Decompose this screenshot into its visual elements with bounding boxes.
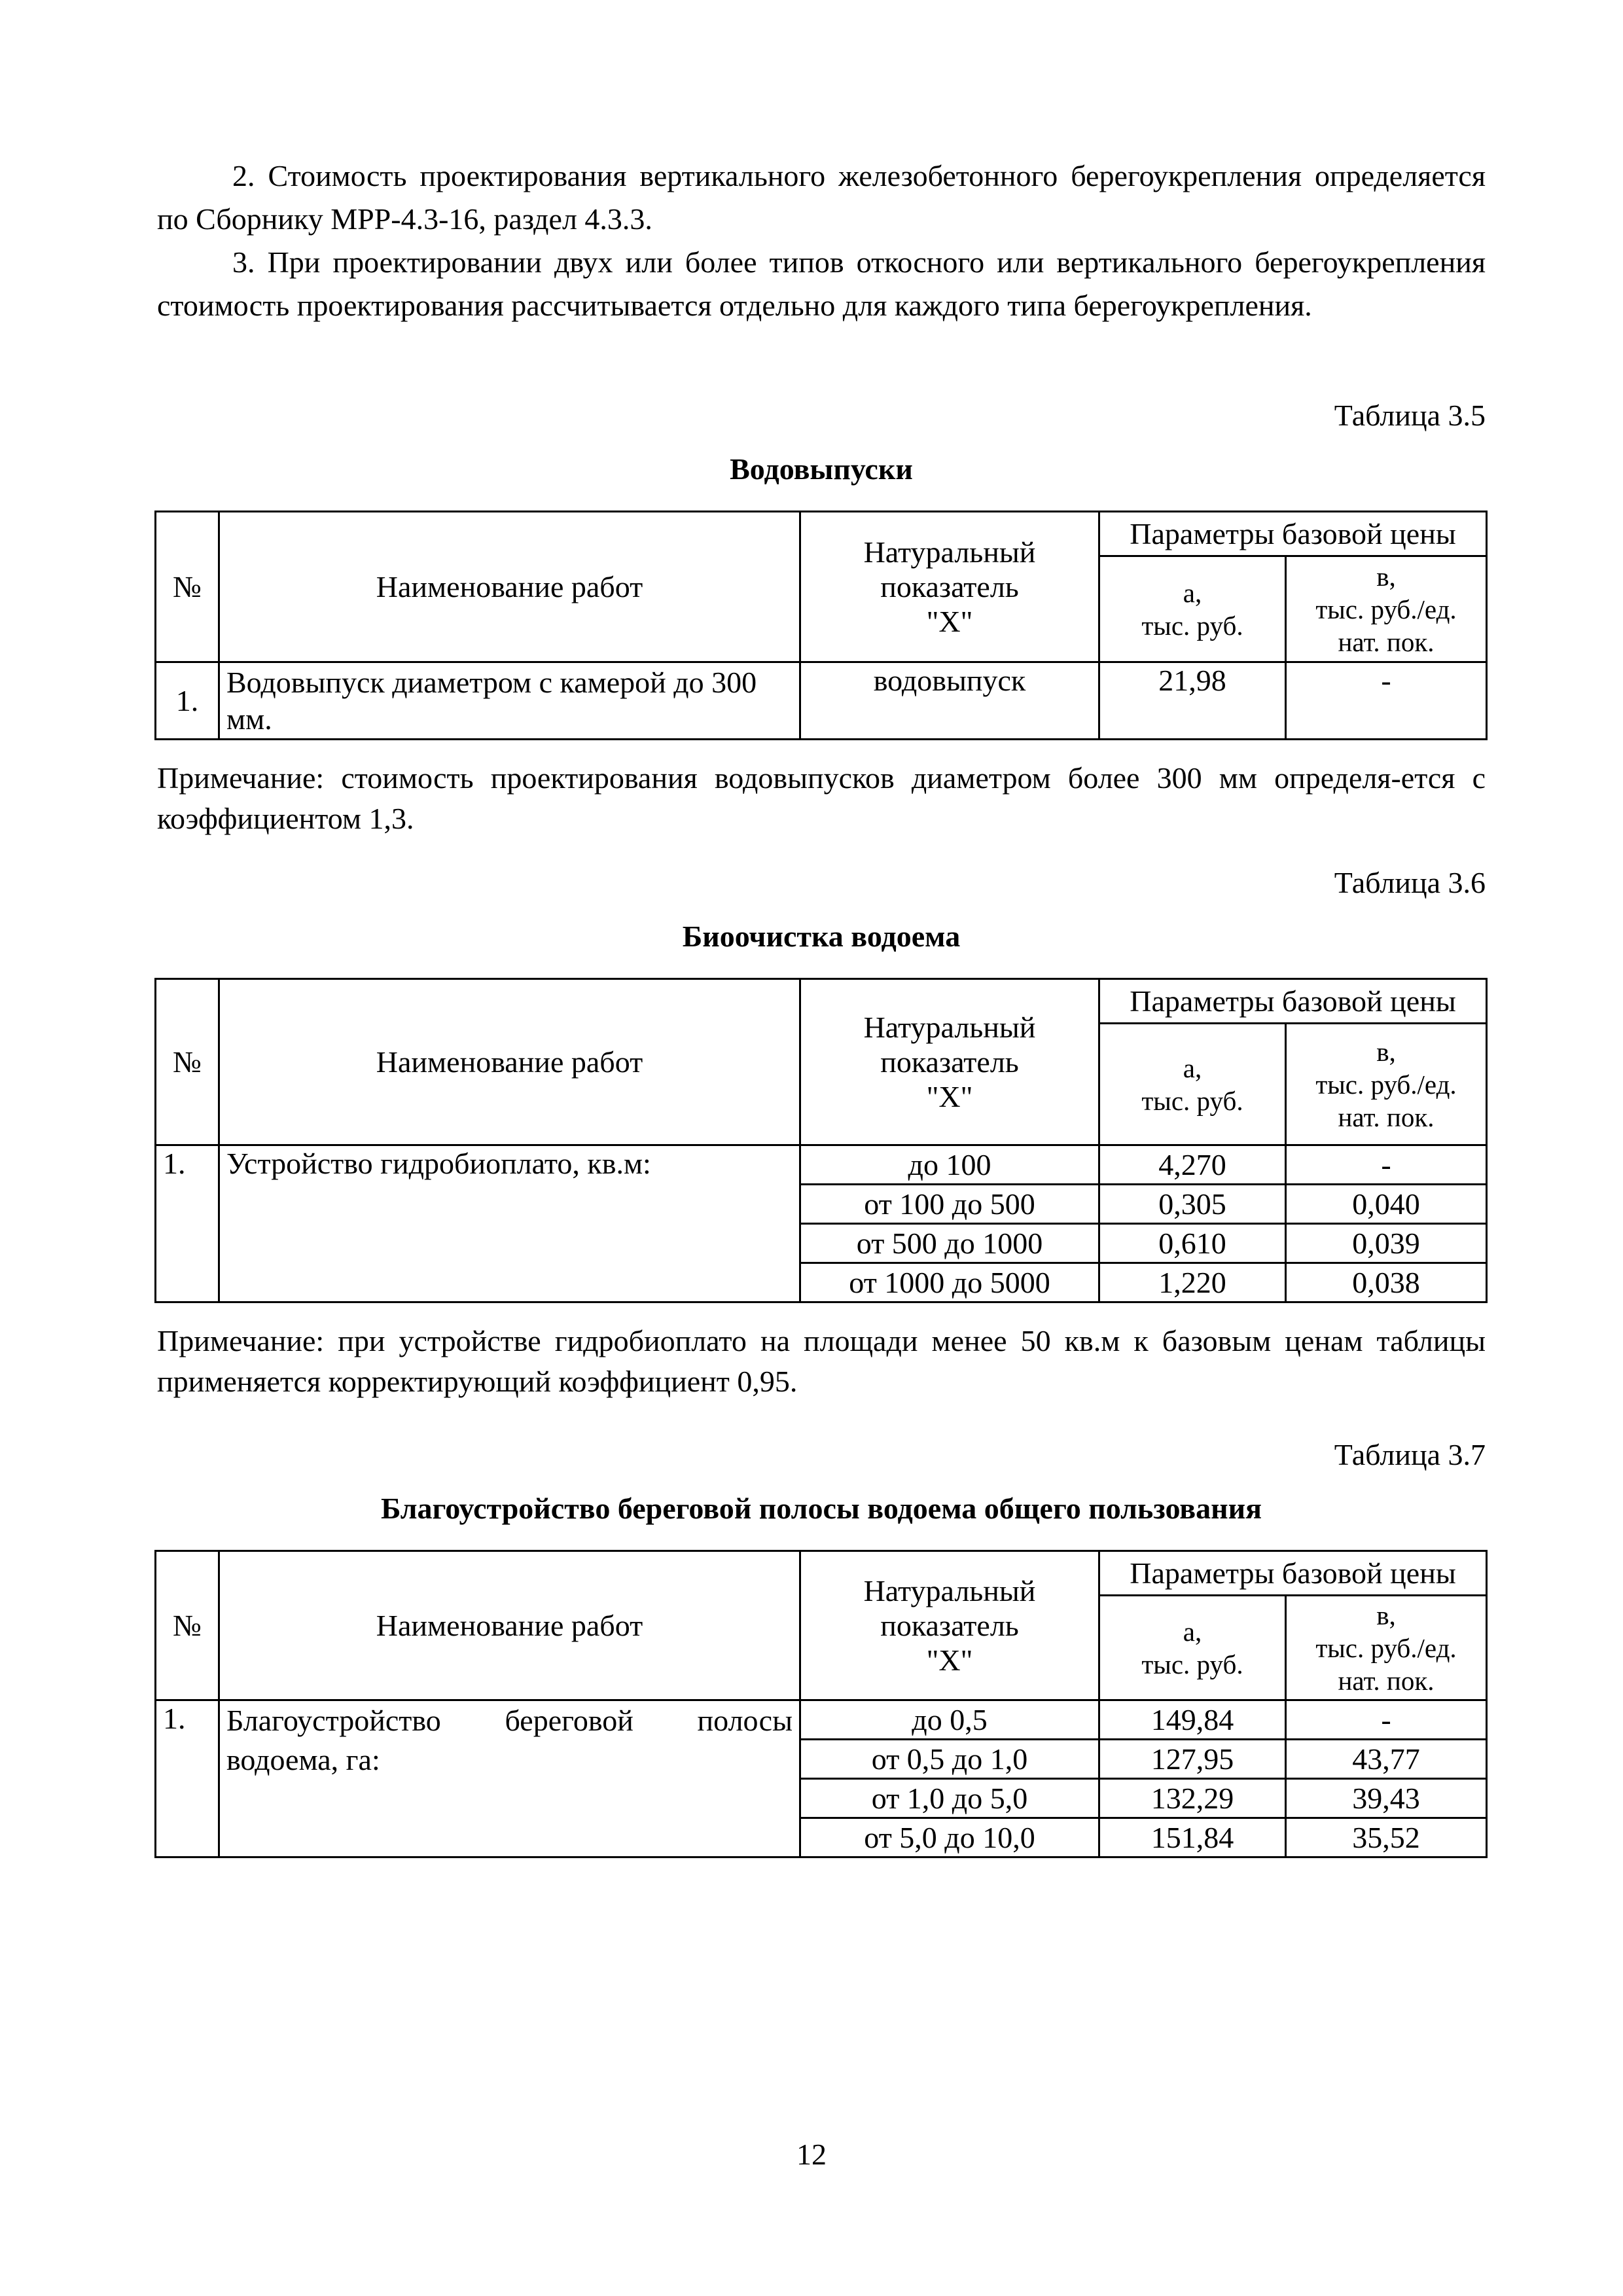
row-indicator: от 1000 до 5000 [800, 1263, 1099, 1302]
table-header-row [156, 1551, 1487, 1596]
header-indicator [800, 512, 1099, 662]
header-indicator-line2: показатель [880, 1609, 1019, 1642]
table-3-5 [154, 511, 1488, 740]
row-a: 1,220 [1099, 1263, 1286, 1302]
header-a [1099, 556, 1286, 662]
table-3-5-label: Таблица 3.5 [1334, 399, 1486, 432]
header-b [1286, 1024, 1487, 1145]
header-params: Параметры базовой цены [1099, 979, 1487, 1024]
header-a-line1: а, [1183, 577, 1202, 608]
header-a [1099, 1024, 1286, 1145]
row-name: Благоустройство береговой полосы водоема, га: [219, 1700, 800, 1857]
row-a: 149,84 [1099, 1700, 1286, 1740]
header-params: Параметры базовой цены [1099, 512, 1487, 556]
paragraph-3: 3. При проектировании двух или более типов откосного или вертикального берегоукрепления стоимость проектирования рассчитывается отдельно для каждого типа берегоукрепления. [157, 245, 1486, 322]
header-indicator [800, 1551, 1099, 1700]
table-row [156, 662, 1487, 740]
row-a: 0,305 [1099, 1185, 1286, 1224]
table-header-row [156, 512, 1487, 556]
table-3-5-note: Примечание: стоимость проектирования водовыпусков диаметром более 300 мм определя-ется с коэффициентом 1,3. [157, 761, 1486, 835]
header-a-line2: тыс. руб. [1141, 1085, 1243, 1116]
row-b: 0,039 [1286, 1224, 1487, 1263]
header-indicator-line3: "Х" [926, 605, 973, 638]
table-3-6-label: Таблица 3.6 [1334, 866, 1486, 899]
header-params: Параметры базовой цены [1099, 1551, 1487, 1596]
table-3-7-title: Благоустройство береговой полосы водоема общего пользования [380, 1492, 1262, 1525]
row-a: 0,610 [1099, 1224, 1286, 1263]
row-indicator: до 100 [800, 1145, 1099, 1185]
header-b-line1: в, [1376, 561, 1396, 592]
row-num: 1. [156, 1700, 219, 1857]
table-3-6-title: Биоочистка водоема [682, 920, 961, 953]
header-b-line2: тыс. руб./ед. [1315, 594, 1457, 624]
row-a: 132,29 [1099, 1779, 1286, 1818]
table-header-row [156, 979, 1487, 1024]
table-3-6 [154, 978, 1488, 1303]
row-num: 1. [156, 1145, 219, 1302]
row-indicator: от 1,0 до 5,0 [800, 1779, 1099, 1818]
header-indicator-line1: Натуральный [863, 1574, 1036, 1607]
header-b-line2: тыс. руб./ед. [1315, 1632, 1457, 1663]
row-indicator: водовыпуск [800, 662, 1099, 740]
header-b-line3: нат. пок. [1338, 626, 1435, 657]
header-indicator-line1: Натуральный [863, 1011, 1036, 1044]
row-indicator: до 0,5 [800, 1700, 1099, 1740]
paragraph-2: 2. Стоимость проектирования вертикального железобетонного берегоукрепления определяется по Сборнику МРР-4.3-16, раздел 4.3.3. [157, 159, 1486, 236]
header-b [1286, 1596, 1487, 1700]
header-num: № [156, 512, 219, 662]
table-row [156, 1700, 1487, 1740]
table-3-5-title: Водовыпуски [730, 452, 913, 486]
header-a [1099, 1596, 1286, 1700]
table-3-7 [154, 1550, 1488, 1858]
header-indicator-line3: "Х" [926, 1643, 973, 1677]
header-name: Наименование работ [219, 512, 800, 662]
row-b: 0,040 [1286, 1185, 1487, 1224]
row-a: 21,98 [1099, 662, 1286, 740]
header-indicator-line2: показатель [880, 570, 1019, 603]
row-num: 1. [156, 662, 219, 740]
row-name: Устройство гидробиоплато, кв.м: [219, 1145, 800, 1302]
header-a-line2: тыс. руб. [1141, 610, 1243, 641]
header-a-line2: тыс. руб. [1141, 1649, 1243, 1679]
row-a: 4,270 [1099, 1145, 1286, 1185]
header-indicator-line3: "Х" [926, 1080, 973, 1113]
row-a: 127,95 [1099, 1740, 1286, 1779]
table-3-7-label: Таблица 3.7 [1334, 1438, 1486, 1471]
row-b: - [1286, 662, 1487, 740]
header-num: № [156, 1551, 219, 1700]
header-b-line3: нат. пок. [1338, 1102, 1435, 1132]
table-3-6-note: Примечание: при устройстве гидробиоплато на площади менее 50 кв.м к базовым ценам таблицы применяется корректирующий коэффициент 0,95. [157, 1324, 1486, 1398]
header-name: Наименование работ [219, 1551, 800, 1700]
header-b-line2: тыс. руб./ед. [1315, 1069, 1457, 1100]
row-b: - [1286, 1145, 1487, 1185]
header-num: № [156, 979, 219, 1145]
header-a-line1: а, [1183, 1616, 1202, 1647]
row-b: 43,77 [1286, 1740, 1487, 1779]
row-b: 35,52 [1286, 1818, 1487, 1857]
row-a: 151,84 [1099, 1818, 1286, 1857]
page-number: 12 [796, 2138, 827, 2171]
row-indicator: от 5,0 до 10,0 [800, 1818, 1099, 1857]
header-b [1286, 556, 1487, 662]
row-b: 39,43 [1286, 1779, 1487, 1818]
header-b-line3: нат. пок. [1338, 1665, 1435, 1696]
row-indicator: от 500 до 1000 [800, 1224, 1099, 1263]
header-indicator-line1: Натуральный [863, 535, 1036, 569]
header-a-line1: а, [1183, 1052, 1202, 1083]
row-name: Водовыпуск диаметром с камерой до 300 мм. [219, 662, 800, 740]
header-indicator-line2: показатель [880, 1045, 1019, 1079]
header-b-line1: в, [1376, 1600, 1396, 1630]
row-indicator: от 100 до 500 [800, 1185, 1099, 1224]
table-row [156, 1145, 1487, 1185]
header-b-line1: в, [1376, 1036, 1396, 1067]
row-b: - [1286, 1700, 1487, 1740]
header-indicator [800, 979, 1099, 1145]
row-indicator: от 0,5 до 1,0 [800, 1740, 1099, 1779]
row-b: 0,038 [1286, 1263, 1487, 1302]
header-name: Наименование работ [219, 979, 800, 1145]
